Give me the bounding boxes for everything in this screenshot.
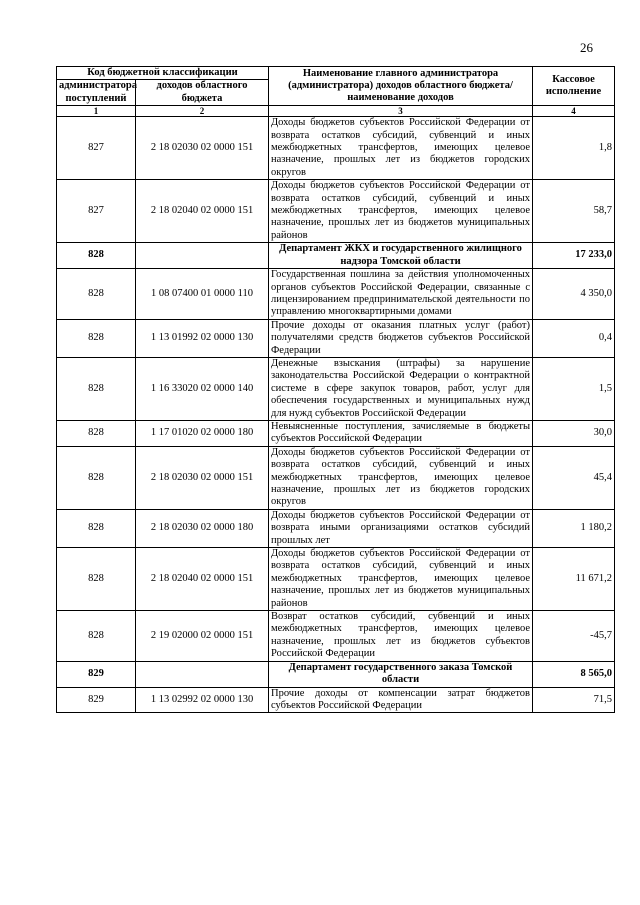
income-name: Денежные взыскания (штрафы) за нарушение законодательства Российской Федерации о контрактной системе в сфере закупок товаров, работ, услуг для обеспечения государственных и муниципальных нужд для нужд субъектов Российской Федерации — [269, 357, 533, 420]
admin-code: 828 — [57, 269, 136, 320]
amount: 30,0 — [533, 420, 615, 446]
amount: 1,8 — [533, 117, 615, 180]
income-name: Доходы бюджетов субъектов Российской Федерации от возврата остатков субсидий, субвенций и иных межбюджетных трансфертов, имеющих целевое назначение, прошлых лет из бюджетов муниципальных районов — [269, 180, 533, 243]
department-name: Департамент ЖКХ и государственного жилищного надзора Томской области — [269, 243, 533, 269]
admin-code: 827 — [57, 180, 136, 243]
income-code: 1 13 02992 02 0000 130 — [136, 687, 269, 713]
income-code: 2 18 02030 02 0000 180 — [136, 509, 269, 547]
amount: 1,5 — [533, 357, 615, 420]
income-name: Государственная пошлина за действия уполномоченных органов субъектов Российской Федерации, связанные с лицензированием предпринимательской деятельности по управлению многоквартирными домами — [269, 269, 533, 320]
income-name: Доходы бюджетов субъектов Российской Федерации от возврата остатков субсидий, субвенций и иных межбюджетных трансфертов, имеющих целевое назначение, прошлых лет из бюджетов муниципальных районов — [269, 548, 533, 611]
department-row — [57, 243, 615, 269]
income-code: 1 08 07400 01 0000 110 — [136, 269, 269, 320]
admin-code: 828 — [57, 319, 136, 357]
header-row — [57, 67, 615, 80]
header-admin: администратора поступлений — [57, 80, 136, 106]
admin-code: 828 — [57, 420, 136, 446]
table-row — [57, 611, 615, 662]
table-row — [57, 446, 615, 509]
header-income: доходов областного бюджета — [136, 80, 269, 106]
column-number: 1 — [57, 106, 136, 117]
table-row — [57, 180, 615, 243]
budget-table — [56, 66, 615, 713]
amount: 58,7 — [533, 180, 615, 243]
table-row — [57, 687, 615, 713]
income-code: 1 16 33020 02 0000 140 — [136, 357, 269, 420]
admin-code: 828 — [57, 446, 136, 509]
admin-code: 828 — [57, 509, 136, 547]
income-code: 2 18 02030 02 0000 151 — [136, 117, 269, 180]
table-row — [57, 509, 615, 547]
column-number: 3 — [269, 106, 533, 117]
admin-code: 828 — [57, 548, 136, 611]
income-code: 2 18 02040 02 0000 151 — [136, 548, 269, 611]
table-row — [57, 357, 615, 420]
income-name: Доходы бюджетов субъектов Российской Федерации от возврата остатков субсидий, субвенций и иных межбюджетных трансфертов, имеющих целевое назначение, прошлых лет из бюджетов городских округов — [269, 446, 533, 509]
income-name: Доходы бюджетов субъектов Российской Федерации от возврата остатков субсидий, субвенций и иных межбюджетных трансфертов, имеющих целевое назначение, прошлых лет из бюджетов городских округов — [269, 117, 533, 180]
header-amount: Кассовое исполнение — [533, 67, 615, 106]
amount: 45,4 — [533, 446, 615, 509]
column-number: 4 — [533, 106, 615, 117]
department-name: Департамент государственного заказа Томской области — [269, 661, 533, 687]
amount: 1 180,2 — [533, 509, 615, 547]
admin-code: 827 — [57, 117, 136, 180]
admin-code: 829 — [57, 661, 136, 687]
column-number: 2 — [136, 106, 269, 117]
table-row — [57, 548, 615, 611]
income-name: Возврат остатков субсидий, субвенций и иных межбюджетных трансфертов, имеющих целевое назначение, прошлых лет из бюджетов субъектов Российской Федерации — [269, 611, 533, 662]
admin-code: 829 — [57, 687, 136, 713]
income-name: Невыясненные поступления, зачисляемые в бюджеты субъектов Российской Федерации — [269, 420, 533, 446]
table-row — [57, 420, 615, 446]
admin-code: 828 — [57, 357, 136, 420]
page-number: 26 — [580, 40, 593, 55]
income-code: 2 18 02030 02 0000 151 — [136, 446, 269, 509]
admin-code: 828 — [57, 611, 136, 662]
amount: -45,7 — [533, 611, 615, 662]
table-row — [57, 319, 615, 357]
income-code — [136, 661, 269, 687]
table-row — [57, 117, 615, 180]
department-total: 17 233,0 — [533, 243, 615, 269]
income-name: Прочие доходы от оказания платных услуг (работ) получателями средств бюджетов субъектов Российской Федерации — [269, 319, 533, 357]
department-total: 8 565,0 — [533, 661, 615, 687]
department-row — [57, 661, 615, 687]
amount: 11 671,2 — [533, 548, 615, 611]
income-code: 1 13 01992 02 0000 130 — [136, 319, 269, 357]
header-name: Наименование главного администратора (администратора) доходов областного бюджета/ наименование доходов — [269, 67, 533, 106]
income-code — [136, 243, 269, 269]
income-name: Прочие доходы от компенсации затрат бюджетов субъектов Российской Федерации — [269, 687, 533, 713]
amount: 0,4 — [533, 319, 615, 357]
admin-code: 828 — [57, 243, 136, 269]
table-row — [57, 269, 615, 320]
income-code: 2 18 02040 02 0000 151 — [136, 180, 269, 243]
header-classification: Код бюджетной классификации — [57, 67, 269, 80]
column-number-row — [57, 106, 615, 117]
amount: 71,5 — [533, 687, 615, 713]
income-name: Доходы бюджетов субъектов Российской Федерации от возврата иными организациями остатков субсидий прошлых лет — [269, 509, 533, 547]
income-code: 2 19 02000 02 0000 151 — [136, 611, 269, 662]
income-code: 1 17 01020 02 0000 180 — [136, 420, 269, 446]
amount: 4 350,0 — [533, 269, 615, 320]
